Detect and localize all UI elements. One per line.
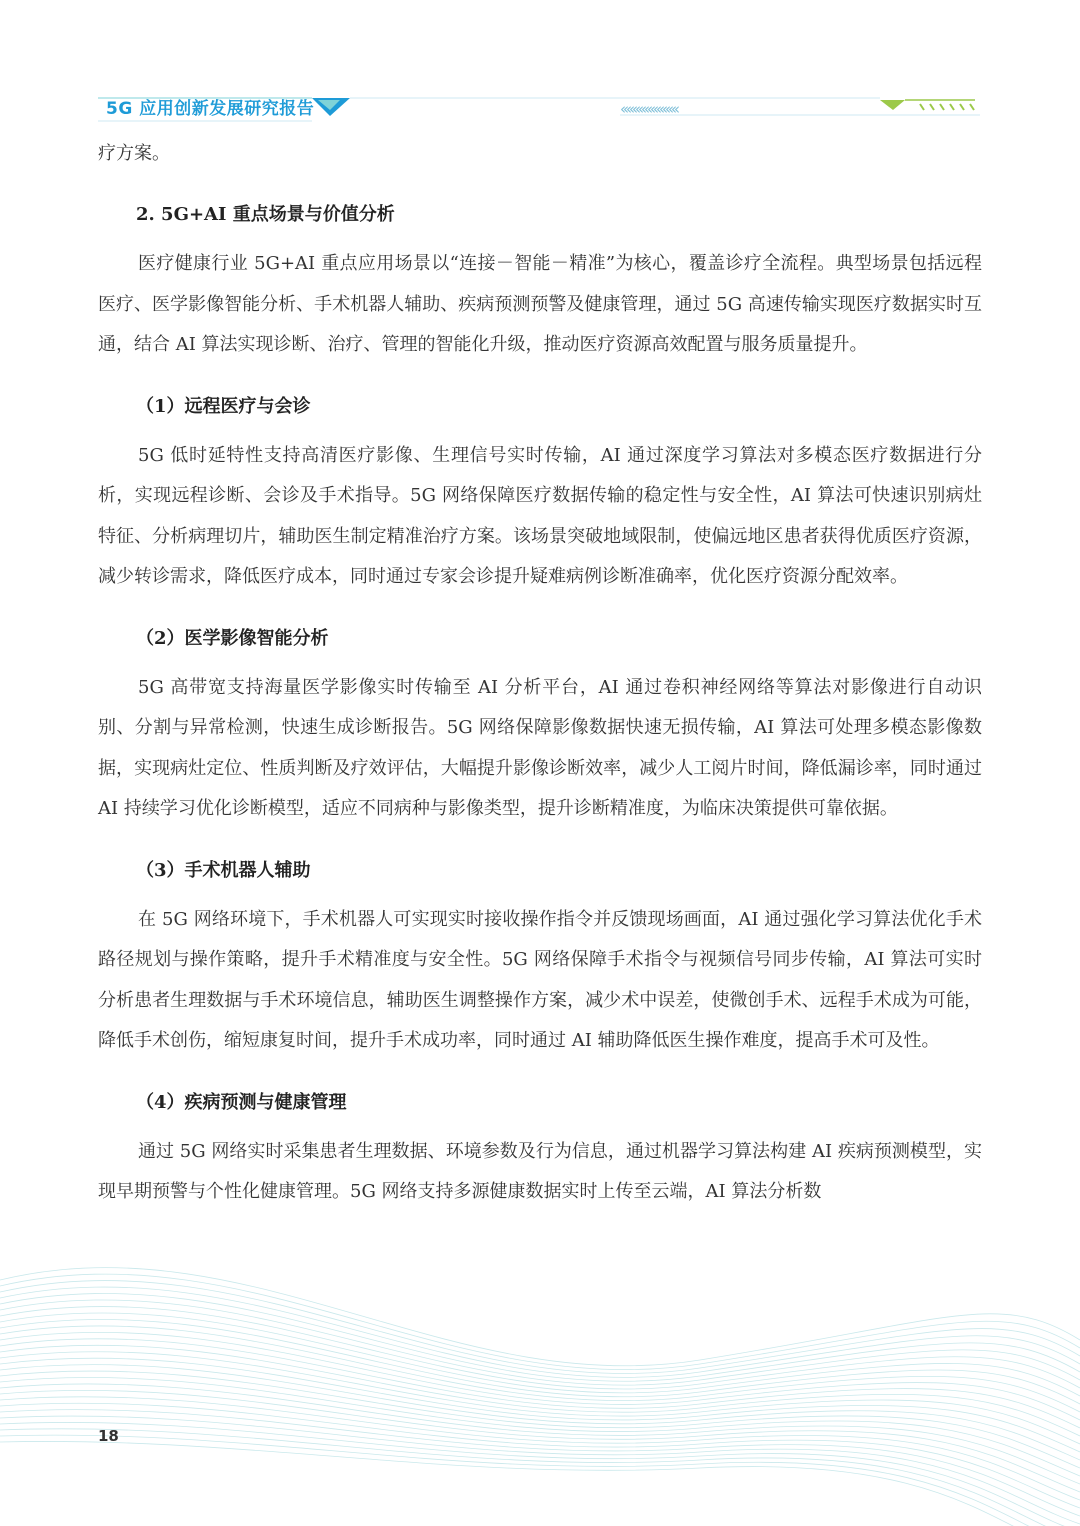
wave-line xyxy=(0,1281,1080,1374)
intro-paragraph: 医疗健康行业 5G+AI 重点应用场景以“连接－智能－精准”为核心，覆盖诊疗全流程。典型场景包括远程医疗、医学影像智能分析、手术机器人辅助、疾病预测预警及健康管理，通过 5G 高速传输实现医疗数据实时互通，结合 AI 算法实现诊断、治疗、管理的智能化升级，推动医疗资源高效配置与服务质量提升。 xyxy=(98,253,982,355)
wave-line xyxy=(0,1352,1080,1444)
subsection-title-robot: （3）手术机器人辅助 xyxy=(136,859,311,881)
subsection-text-remote: 5G 低时延特性支持高清医疗影像、生理信号实时传输，AI 通过深度学习算法对多模态医疗数据进行分析，实现远程诊断、会诊及手术指导。5G 网络保障医疗数据传输的稳定性与安全性，AI 算法可快速识别病灶特征、分析病理切片，辅助医生制定精准治疗方案。该场景突破地域限制，使偏远地区患者获得优质医疗资源，减少转诊需求，降低医疗成本，同时通过专家会诊提升疑难病例诊断准确率，优化医疗资源分配效率。 xyxy=(98,444,982,587)
wave-line xyxy=(0,1371,1080,1468)
subsection-text-prediction: 通过 5G 网络实时采集患者生理数据、环境参数及行为信息，通过机器学习算法构建 AI 疾病预测模型，实现早期预警与个性化健康管理。5G 网络支持多源健康数据实时上传至云端，AI 算法分析数 xyxy=(98,1140,982,1202)
header-chevrons: ‹‹‹‹‹‹‹‹‹‹‹‹‹‹‹‹‹‹‹ xyxy=(620,100,677,118)
wave-decoration xyxy=(0,1240,1080,1526)
subsection-title-remote: （1）远程医疗与会诊 xyxy=(136,395,311,417)
header-green-ticks-icon xyxy=(920,104,974,110)
section-title: 2. 5G+AI 重点场景与价值分析 xyxy=(136,204,395,225)
wave-line xyxy=(0,1441,1080,1526)
wave-line xyxy=(0,1268,1080,1366)
page-header xyxy=(0,88,1080,128)
continued-text: 疗方案。 xyxy=(98,143,170,164)
page-content xyxy=(98,134,982,1213)
wave-line xyxy=(0,1294,1080,1382)
wave-line xyxy=(0,1319,1080,1404)
subsection-text-robot: 在 5G 网络环境下，手术机器人可实现实时接收操作指令并反馈现场画面，AI 通过强化学习算法优化手术路径规划与操作策略，提升手术精准度与安全性。5G 网络保障手术指令与视频信号同步传输，AI 算法可实时分析患者生理数据与手术环境信息，辅助医生调整操作方案，减少术中误差，使微创手术、远程手术成为可能，降低手术创伤，缩短康复时间，提升手术成功率，同时通过 AI 辅助降低医生操作难度，提高手术可及性。 xyxy=(98,908,982,1051)
subsection-title-imaging: （2）医学影像智能分析 xyxy=(136,627,329,649)
wave-line xyxy=(0,1300,1080,1385)
page-number: 18 xyxy=(98,1427,119,1445)
header-title: 5G 应用创新发展研究报告 xyxy=(106,99,315,119)
subsection-text-imaging: 5G 高带宽支持海量医学影像实时传输至 AI 分析平台，AI 通过卷积神经网络等算法对影像进行自动识别、分割与异常检测，快速生成诊断报告。5G 网络保障影像数据快速无损传输，AI 算法可处理多模态影像数据，实现病灶定位、性质判断及疗效评估，大幅提升影像诊断效率，减少人工阅片时间，降低漏诊率，同时通过 AI 持续学习优化诊断模型，适应不同病种与影像类型，提升诊断精准度，为临床决策提供可靠依据。 xyxy=(98,676,982,819)
header-green-triangle-icon xyxy=(880,100,905,110)
subsection-title-prediction: （4）疾病预测与健康管理 xyxy=(136,1091,347,1113)
